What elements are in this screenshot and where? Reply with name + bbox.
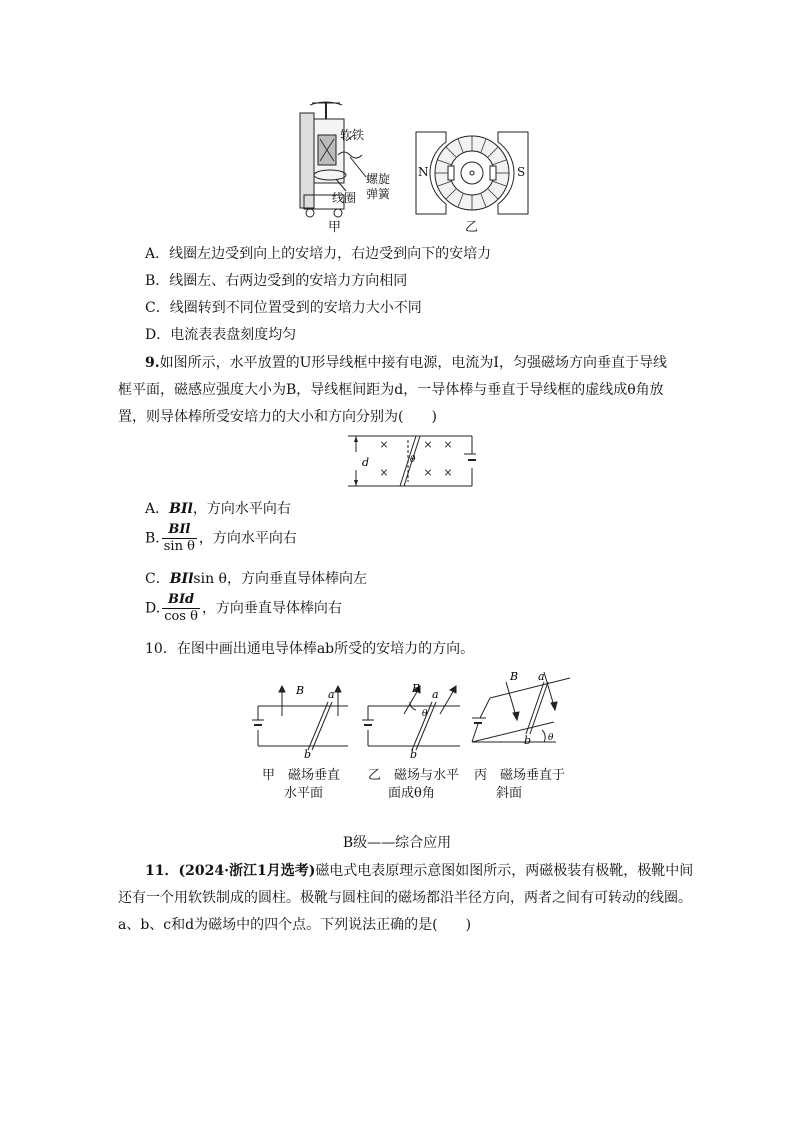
cross-mark: × <box>379 466 389 479</box>
label-south: S <box>517 165 526 179</box>
q9-option-d: D. $\frac{\text{BId}}{\text{cos θ}}$ ，方向垂直导体棒向右 <box>145 592 342 624</box>
q9-option-a: A．BIl，方向水平向右 <box>145 501 291 517</box>
cross-mark: × <box>443 438 453 451</box>
svg-text:B: B <box>412 682 421 695</box>
cross-mark: × <box>423 466 433 479</box>
q8-option-c: C．线圈转到不同位置受到的安培力大小不同 <box>145 300 422 316</box>
svg-text:B: B <box>296 684 305 697</box>
label-spring-1: 螺旋 <box>366 172 391 186</box>
svg-text:θ: θ <box>422 709 428 719</box>
svg-text:a: a <box>328 688 335 701</box>
caption-yi: 乙 <box>465 220 479 235</box>
d-label: d <box>362 456 370 469</box>
svg-text:B: B <box>510 670 519 683</box>
q10-caption-jia-1: 甲 磁场垂直 <box>262 768 341 783</box>
q9-figure <box>344 432 476 490</box>
q11-line-2: 还有一个用软铁制成的圆柱。极靴与圆柱间的磁场都沿半径方向，两者之间有可转动的线圈。 <box>118 890 692 906</box>
q9-line-3: 置，则导体棒所受安培力的大小和方向分别为( ) <box>118 409 437 425</box>
figure-yi <box>412 130 532 216</box>
q10-caption-yi-2: 面成θ角 <box>388 786 435 801</box>
svg-text:b: b <box>524 734 532 747</box>
cross-mark: × <box>443 466 453 479</box>
q8-option-b: B．线圈左、右两边受到的安培力方向相同 <box>145 273 408 289</box>
q8-option-a: A．线圈左边受到向上的安培力，右边受到向下的安培力 <box>145 246 492 262</box>
q9-line-2: 框平面，磁感应强度大小为B，导线框间距为d，一导体棒与垂直于导线框的虚线成θ角放 <box>118 382 664 398</box>
fraction: $\frac{\text{BId}}{\text{cos θ}}$ <box>164 592 198 624</box>
q10-caption-jia-2: 水平面 <box>284 786 324 801</box>
cross-mark: × <box>379 438 389 451</box>
q10-caption-yi-1: 乙 磁场与水平 <box>368 768 460 783</box>
q10-text: 10．在图中画出通电导体棒ab所受的安培力的方向。 <box>145 641 475 657</box>
q10-figure-yi <box>360 680 464 760</box>
theta-label: θ <box>410 455 416 465</box>
q9-option-b: B. $\frac{\text{BIl}}{\text{sin θ}}$ ，方向水平向右 <box>145 522 297 554</box>
cross-mark: × <box>423 438 433 451</box>
label-soft-iron: 软铁 <box>340 128 365 142</box>
q11-line-3: a、b、c和d为磁场中的四个点。下列说法正确的是( ) <box>118 917 472 933</box>
svg-text:b: b <box>410 748 418 760</box>
label-spring-2: 弹簧 <box>366 187 391 201</box>
q10-figure-jia <box>252 680 352 760</box>
fraction: $\frac{\text{BIl}}{\text{sin θ}}$ <box>163 522 195 554</box>
q11-line-1: 11．(2024·浙江1月选考)磁电式电表原理示意图如图所示，两磁极装有极靴，极靴中间 <box>145 863 694 879</box>
q10-figure-bing <box>466 668 574 760</box>
q8-option-d: D．电流表表盘刻度均匀 <box>145 327 297 343</box>
svg-text:b: b <box>304 748 312 760</box>
q10-caption-bing-2: 斜面 <box>496 786 523 801</box>
label-coil: 线圈 <box>332 191 357 205</box>
svg-text:a: a <box>432 688 439 701</box>
label-north: N <box>418 165 429 179</box>
svg-text:a: a <box>538 670 545 683</box>
q9-line-1: 9.如图所示，水平放置的U形导线框中接有电源，电流为I，匀强磁场方向垂直于导线 <box>145 355 667 371</box>
svg-text:θ: θ <box>548 733 554 743</box>
q9-option-c: C．BIlsin θ，方向垂直导体棒向左 <box>145 571 367 587</box>
section-b-title: B级——综合应用 <box>342 835 452 851</box>
q10-caption-bing-1: 丙 磁场垂直于 <box>474 768 566 783</box>
caption-jia: 甲 <box>328 220 342 235</box>
